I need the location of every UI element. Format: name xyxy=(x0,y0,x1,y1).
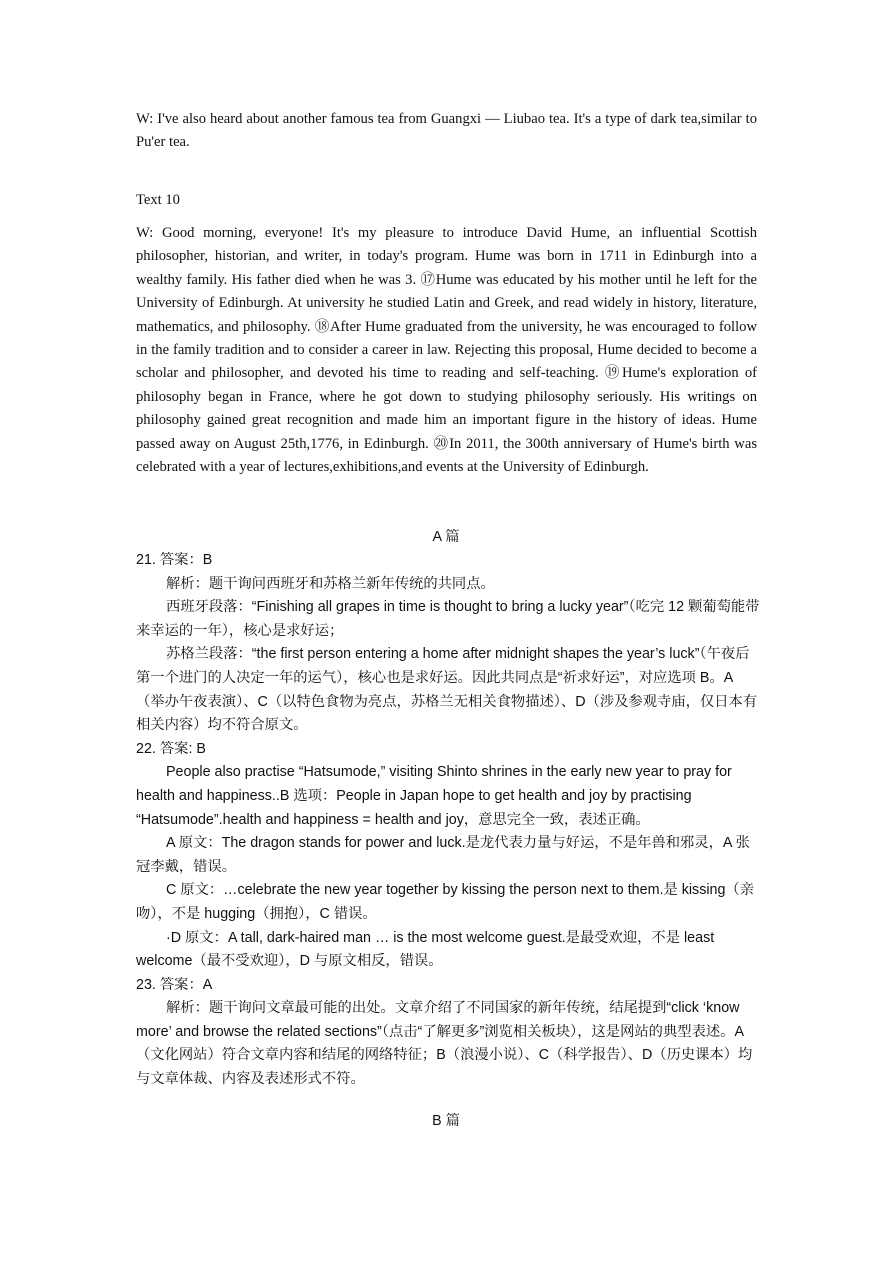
text-10-body: W: Good morning, everyone! It's my pleasure to introduce David Hume, an influential Scottish philosopher, historian, and writer, in today's program. Hume was born in 1711 in Edinburgh into a wealthy family. His father died when he was 3. ⑰Hume was educated by his mother until he left for the University of Edinburgh. At university he studied Latin and Greek, and read widely in history, literature, mathematics, and philosophy. ⑱After Hume graduated from the university, he was encouraged to follow in the family tradition and to consider a career in law. Rejecting this proposal, Hume decided to become a scholar and philosopher, and devoted his time to reading and self-teaching. ⑲Hume's exploration of philosophy began in France, where he got down to studying philosophy seriously. His writings on philosophy gained great recognition and made him an important figure in the history of ideas. Hume passed away on August 25th,1776, in Edinburgh. ⑳In 2011, the 300th anniversary of Hume's birth was celebrated with a year of lectures,exhibitions,and events at the University of Edinburgh. xyxy=(136,225,757,476)
q22-answer: 22. 答案: B xyxy=(136,740,206,757)
q23-explanation-1: 解析：题干询问文章最可能的出处。文章介绍了不同国家的新年传统，结尾提到“click ‘know more’ and browse the related sections”（点击“了解更多”浏览相关板块），这是网站的典型表述。A（文化网站）符合文章内容和结尾的网络特征；B（浪漫小说）、C（科学报告）、D（历史课本）均与文章体裁、内容及表述形式不符。 xyxy=(136,1000,753,1088)
answer-explanations xyxy=(136,549,760,1092)
q21-explanation-1: 解析：题干询问西班牙和苏格兰新年传统的共同点。 xyxy=(166,575,495,592)
q22-explanation-1: People also practise “Hatsumode,” visiting Shinto shrines in the early new year to pray for health and happiness..B 选项：People in Japan hope to get health and joy by practising “Hatsumode”.health and happiness = health and joy，意思完全一致，表述正确。 xyxy=(136,764,732,828)
q21-answer: 21. 答案：B xyxy=(136,552,213,568)
section-b-title: B 篇 xyxy=(432,1113,460,1129)
q22-explanation-4: ·D 原文：A tall, dark-haired man … is the most welcome guest.是最受欢迎，不是 least welcome（最不受欢迎），D 与原文相反，错误。 xyxy=(136,929,715,970)
listening-text-9-end: W: I've also heard about another famous tea from Guangxi — Liubao tea. It's a type of dark tea,similar to Pu'er tea. xyxy=(136,111,757,151)
q22-explanation-3: C 原文：…celebrate the new year together by kissing the person next to them.是 kissing（亲吻），不是 hugging（拥抱），C 错误。 xyxy=(136,882,755,922)
q22-explanation-2: A 原文：The dragon stands for power and luck.是龙代表力量与好运，不是年兽和邪灵，A 张冠李戴，错误。 xyxy=(136,835,750,875)
q21-explanation-2: 西班牙段落：“Finishing all grapes in time is thought to bring a lucky year”（吃完 12 颗葡萄能带来幸运的一年），核心是求好运； xyxy=(136,599,760,639)
text-10-heading: Text 10 xyxy=(136,192,180,208)
q21-explanation-3: 苏格兰段落：“the first person entering a home after midnight shapes the year’s luck”（午夜后第一个进门的人决定一年的运气），核心也是求好运。因此共同点是“祈求好运”，对应选项 B。A（举办午夜表演）、C（以特色食物为亮点，苏格兰无相关食物描述）、D（涉及参观寺庙，仅日本有相关内容）均不符合原文。 xyxy=(136,646,758,734)
section-a-title: A 篇 xyxy=(432,529,460,545)
q23-answer: 23. 答案：A xyxy=(136,976,213,993)
